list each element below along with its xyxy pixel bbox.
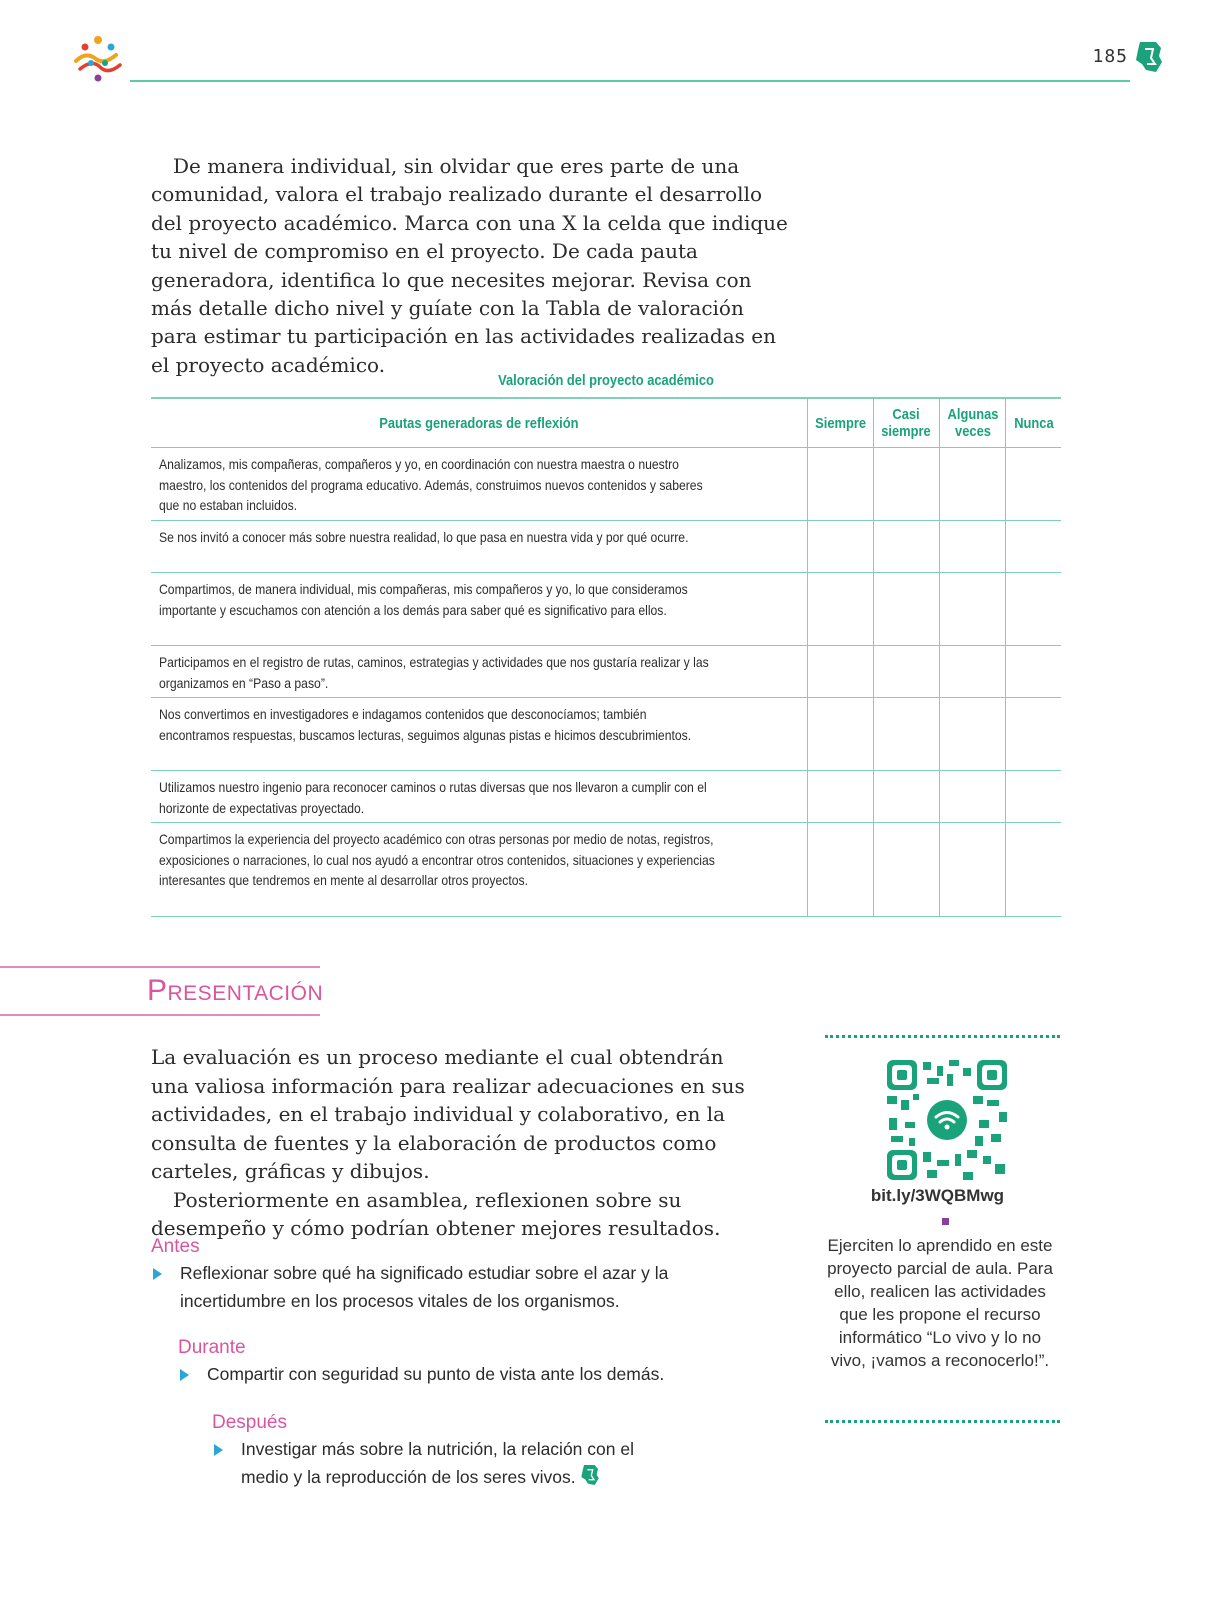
qr-code[interactable] (887, 1060, 1007, 1180)
table-row (151, 521, 1061, 573)
criterion-cell (151, 521, 808, 573)
casi-siempre-checkbox-cell[interactable] (873, 521, 939, 573)
purple-dot (942, 1218, 949, 1225)
stage-label-durante: Durante (178, 1337, 246, 1358)
green-corner-icon (1134, 40, 1164, 74)
header-criteria-text: Pautas generadoras de reflexión (379, 414, 579, 432)
nunca-checkbox-cell[interactable] (1006, 823, 1061, 917)
siempre-checkbox-cell[interactable] (808, 771, 874, 823)
criterion-cell (151, 771, 808, 823)
criterion-text: Compartimos la experiencia del proyecto académico con otras personas por medio de notas, registros, exposiciones o narraciones, lo cual nos ayudó a encontrar otros contenidos, situaciones y experiencias interesantes que tendremos en mente al desarrollar otros proyectos. (159, 831, 715, 888)
nunca-checkbox-cell[interactable] (1006, 521, 1061, 573)
section-rule-bottom (0, 1014, 320, 1016)
table-title-text: Valoración del proyecto académico (498, 372, 714, 389)
table-row (151, 448, 1061, 521)
stage-label-despues: Después (212, 1412, 287, 1433)
casi-siempre-checkbox-cell[interactable] (873, 823, 939, 917)
siempre-checkbox-cell[interactable] (808, 573, 874, 646)
logo-icon (70, 33, 126, 85)
table-title (215, 372, 998, 389)
evaluation-table (151, 397, 1061, 917)
header-rule (130, 80, 1130, 82)
page-number: 185 (1092, 46, 1128, 67)
end-mark-icon (580, 1463, 600, 1487)
section-title: Presentación (147, 974, 324, 1007)
siempre-checkbox-cell[interactable] (808, 646, 874, 698)
header-algunas-veces-text: Algunas veces (947, 406, 999, 440)
nunca-checkbox-cell[interactable] (1006, 448, 1061, 521)
bullet-arrow-icon (153, 1268, 162, 1280)
table-row (151, 698, 1061, 771)
table-row (151, 573, 1061, 646)
intro-paragraph: De manera individual, sin olvidar que eres parte de una comunidad, valora el trabajo realizado durante el desarrollo del proyecto académico. Marca con una X la celda que indique tu nivel de compromiso en el proyecto. De cada pauta generadora, identifica lo que necesites mejorar. Revisa con más detalle dicho nivel y guíate con la Tabla de valoración para estimar tu participación en las actividades realizadas en el proyecto académico. (151, 154, 788, 377)
stage-item-antes: Reflexionar sobre qué ha significado estudiar sobre el azar y la incertidumbre en los procesos vitales de los organismos. (180, 1263, 669, 1311)
header-criteria (151, 398, 808, 448)
table-row (151, 771, 1061, 823)
criterion-cell (151, 573, 808, 646)
nunca-checkbox-cell[interactable] (1006, 646, 1061, 698)
casi-siempre-checkbox-cell[interactable] (873, 771, 939, 823)
algunas-veces-checkbox-cell[interactable] (940, 771, 1006, 823)
algunas-veces-checkbox-cell[interactable] (940, 448, 1006, 521)
presentation-text (151, 1043, 751, 1243)
header-casi-siempre-text: Casi siempre (881, 406, 932, 440)
stage-item-despues-text: Investigar más sobre la nutrición, la relación con el medio y la reproducción de los seres vivos. (241, 1439, 634, 1487)
header-siempre-text: Siempre (814, 414, 866, 432)
casi-siempre-checkbox-cell[interactable] (873, 646, 939, 698)
casi-siempre-checkbox-cell[interactable] (873, 573, 939, 646)
presentation-paragraph-1: La evaluación es un proceso mediante el cual obtendrán una valiosa información para realizar adecuaciones en sus actividades, en el trabajo individual y colaborativo, en la consulta de fuentes y la elaboración de productos como carteles, gráficas y dibujos. (151, 1045, 745, 1183)
criterion-text: Nos convertimos en investigadores e indagamos contenidos que desconocíamos; también encontramos respuestas, buscamos lecturas, seguimos algunas pistas e hicimos descubrimientos. (159, 706, 692, 743)
resource-description: Ejerciten lo aprendido en este proyecto parcial de aula. Para ello, realicen las actividades que les propone el recurso informático “Lo vivo y lo no vivo, ¡vamos a reconocerlo!”. (827, 1236, 1053, 1370)
algunas-veces-checkbox-cell[interactable] (940, 823, 1006, 917)
criterion-text: Utilizamos nuestro ingenio para reconocer caminos o rutas diversas que nos llevaron a cumplir con el horizonte de expectativas proyectado. (159, 779, 707, 816)
stage-label-antes: Antes (151, 1236, 200, 1257)
criterion-cell (151, 448, 808, 521)
resource-bottom-divider (825, 1420, 1060, 1423)
bullet-arrow-icon (214, 1444, 223, 1456)
criterion-cell (151, 646, 808, 698)
criterion-text: Compartimos, de manera individual, mis compañeras, mis compañeros y yo, lo que consideramos importante y escuchamos con atención a los demás para saber qué es significativo para ellos. (159, 581, 688, 618)
stage-item-despues (241, 1435, 661, 1491)
casi-siempre-checkbox-cell[interactable] (873, 448, 939, 521)
header-nunca-text: Nunca (1013, 414, 1054, 432)
header-algunas-veces (940, 398, 1006, 448)
resource-top-divider (825, 1035, 1060, 1038)
resource-link[interactable]: bit.ly/3WQBMwg (870, 1186, 1005, 1205)
algunas-veces-checkbox-cell[interactable] (940, 521, 1006, 573)
siempre-checkbox-cell[interactable] (808, 448, 874, 521)
criterion-cell (151, 823, 808, 917)
nunca-checkbox-cell[interactable] (1006, 698, 1061, 771)
table-row (151, 823, 1061, 917)
algunas-veces-checkbox-cell[interactable] (940, 573, 1006, 646)
siempre-checkbox-cell[interactable] (808, 823, 874, 917)
criterion-text: Se nos invitó a conocer más sobre nuestra realidad, lo que pasa en nuestra vida y por qué ocurre. (159, 529, 689, 545)
siempre-checkbox-cell[interactable] (808, 521, 874, 573)
nunca-checkbox-cell[interactable] (1006, 771, 1061, 823)
presentation-paragraph-2: Posteriormente en asamblea, reflexionen sobre su desempeño y cómo podrían obtener mejores resultados. (151, 1187, 721, 1240)
criterion-text: Analizamos, mis compañeras, compañeros y yo, en coordinación con nuestra maestra o nuestro maestro, los contenidos del programa educativo. Además, construimos nuevos contenidos y saberes que no estaban incluidos. (159, 456, 703, 513)
bullet-arrow-icon (180, 1369, 189, 1381)
header-nunca (1006, 398, 1061, 448)
header-casi-siempre (873, 398, 939, 448)
casi-siempre-checkbox-cell[interactable] (873, 698, 939, 771)
table-header-row (151, 398, 1061, 448)
nunca-checkbox-cell[interactable] (1006, 573, 1061, 646)
siempre-checkbox-cell[interactable] (808, 698, 874, 771)
stage-item-durante: Compartir con seguridad su punto de vista ante los demás. (207, 1364, 665, 1384)
algunas-veces-checkbox-cell[interactable] (940, 698, 1006, 771)
criterion-cell (151, 698, 808, 771)
header-siempre (808, 398, 874, 448)
section-rule-top (0, 966, 320, 968)
table-row (151, 646, 1061, 698)
criterion-text: Participamos en el registro de rutas, caminos, estrategias y actividades que nos gustaría realizar y las organizamos en “Paso a paso”. (159, 654, 709, 691)
algunas-veces-checkbox-cell[interactable] (940, 646, 1006, 698)
